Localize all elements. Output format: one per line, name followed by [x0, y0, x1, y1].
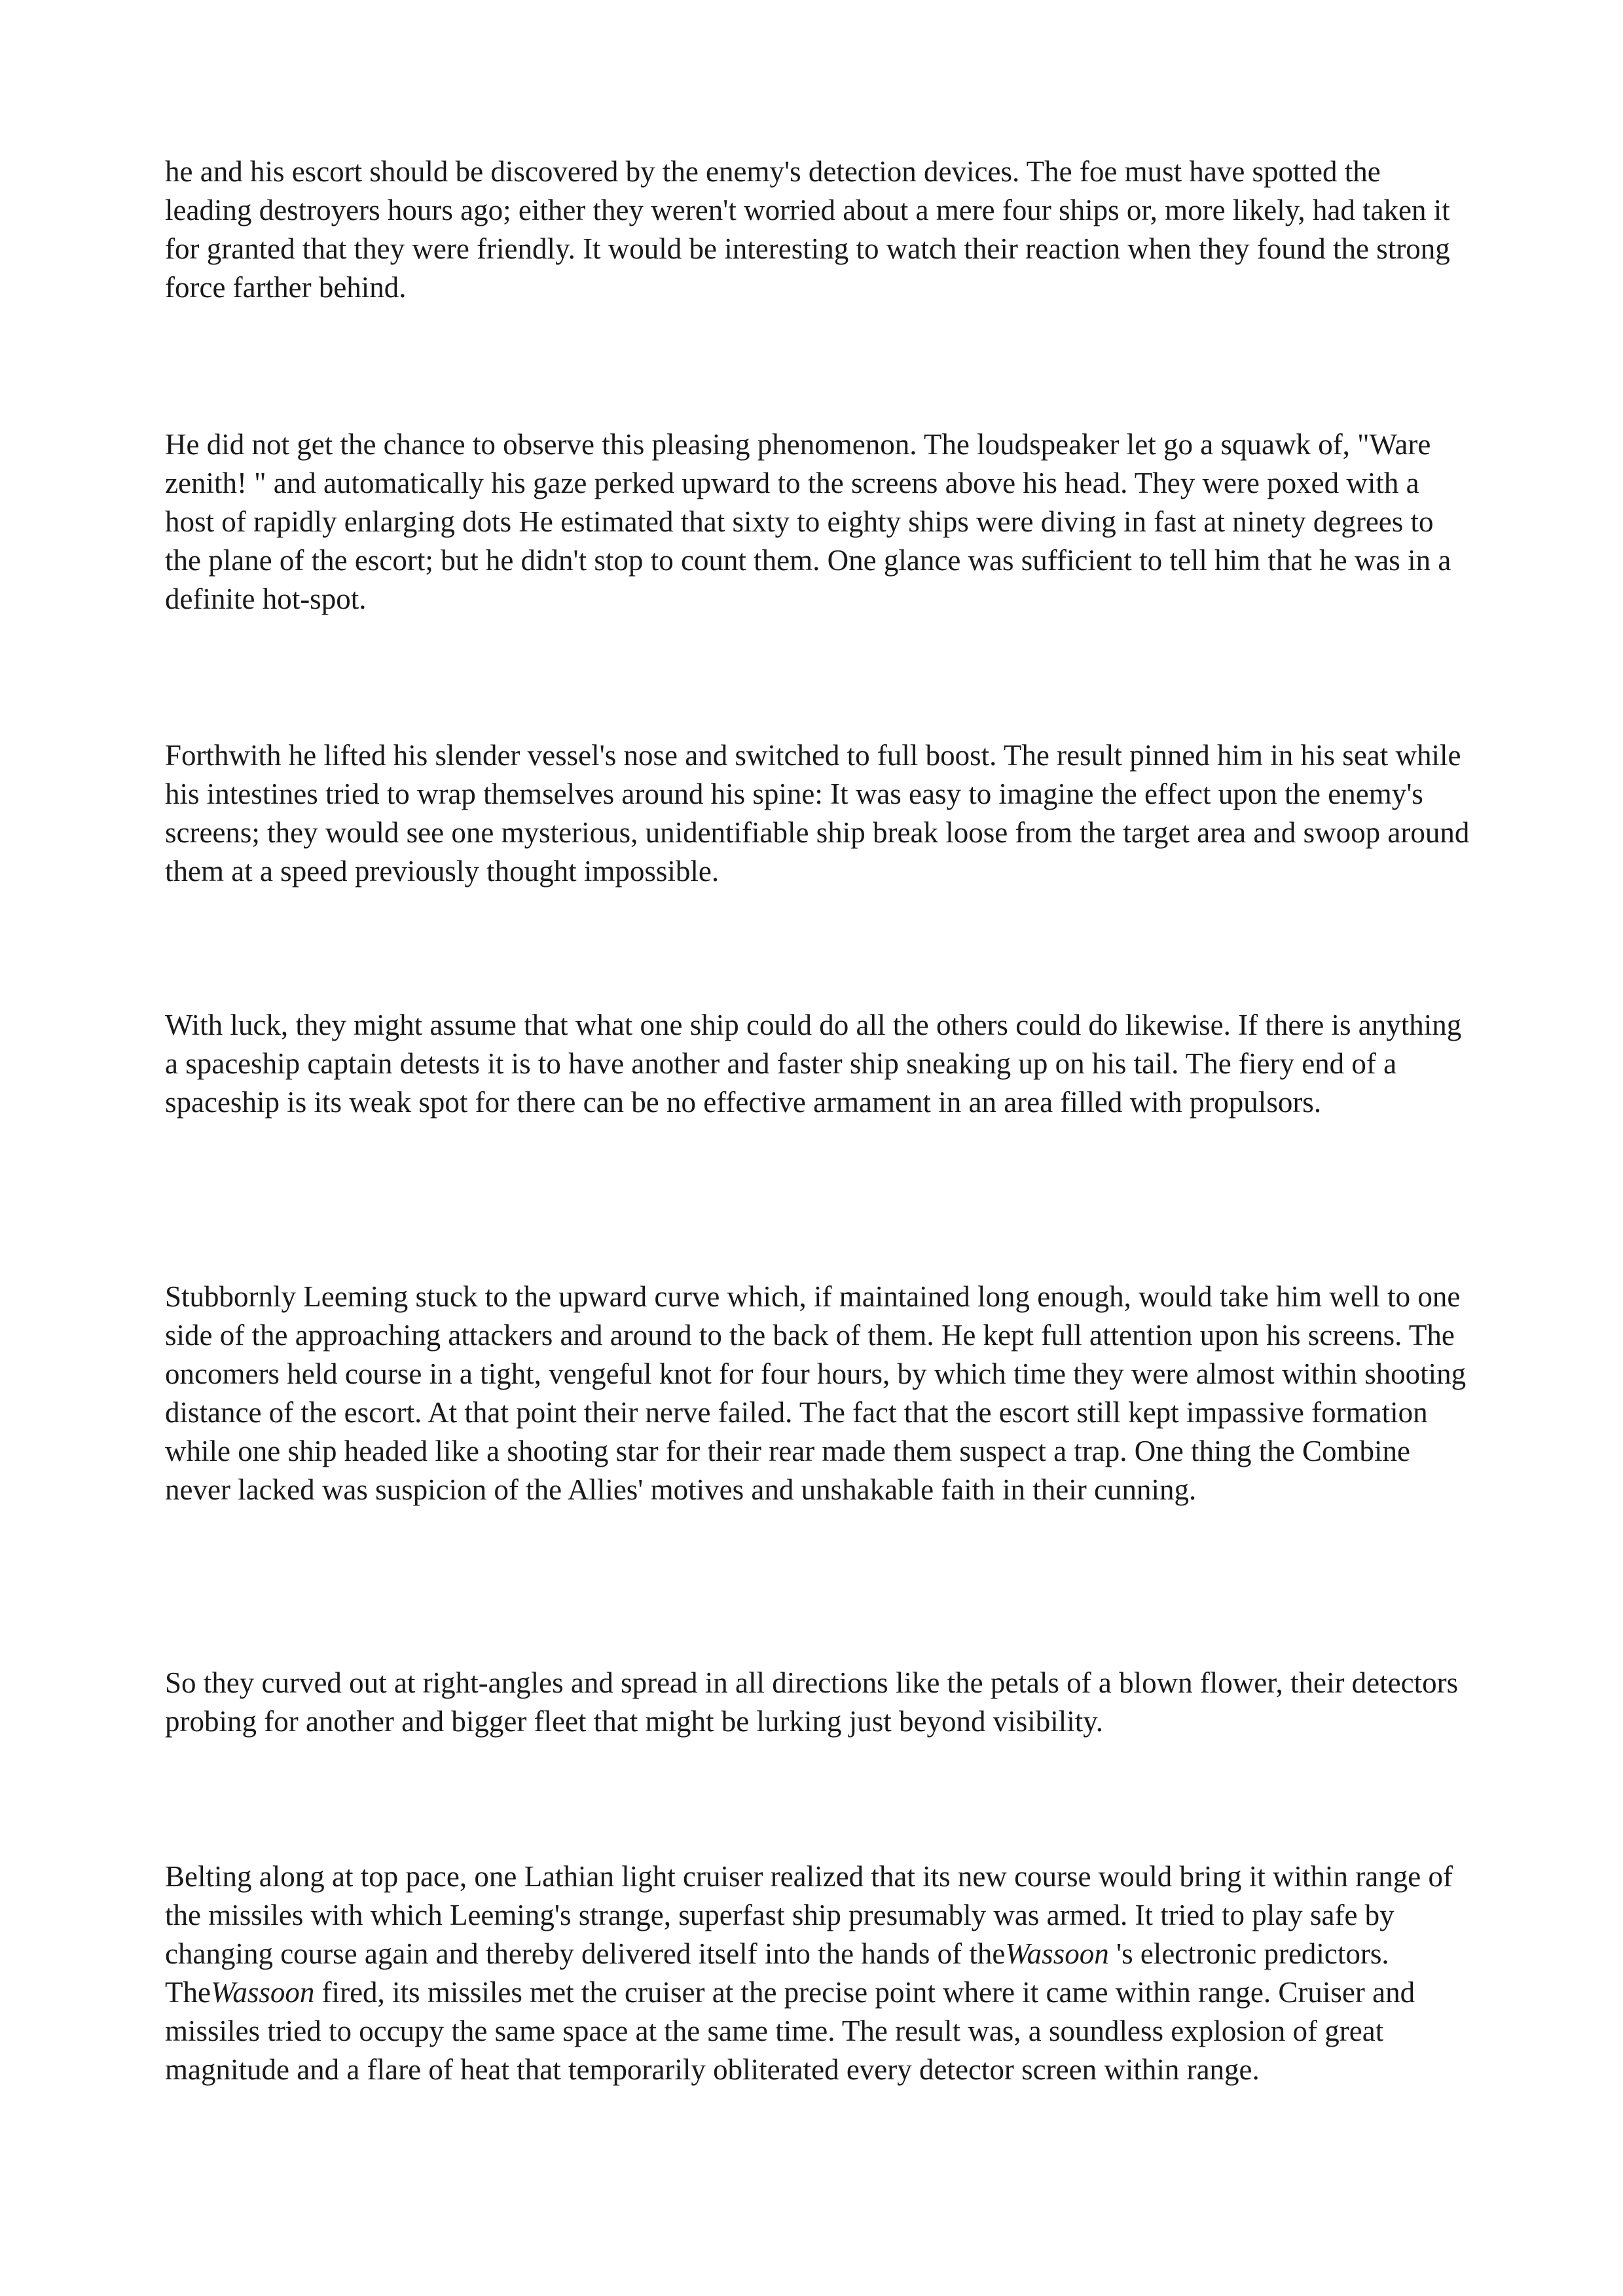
ship-name-italic: Wassoon: [210, 1976, 315, 2009]
paragraph-text: Belting along at top pace, one Lathian light cruiser realized that its new course would bring it within range of the missiles with which Leeming's strange, superfast ship presumably was armed. It tried to play safe by changing course again and thereby delivered itself into the hands of the: [165, 1860, 1453, 1970]
paragraph-6: [165, 1664, 1474, 1741]
paragraph-4: [165, 1006, 1474, 1122]
paragraph-text: Forthwith he lifted his slender vessel's nose and switched to full boost. The result pinned him in his seat while his intestines tried to wrap themselves around his spine: It was easy to imagine the effect upon the enemy's screens; they would see one mysterious, unidentifiable ship break loose from the target area and swoop around them at a speed previously thought impossible.: [165, 739, 1470, 888]
ship-name-italic: Wassoon: [1005, 1937, 1109, 1970]
paragraph-7: [165, 1857, 1474, 2089]
paragraph-text: With luck, they might assume that what one ship could do all the others could do likewise. If there is anything a spaceship captain detests it is to have another and faster ship sneaking up on his tail. The fiery end of a spaceship is its weak spot for there can be no effective armament in an area filled with propulsors.: [165, 1009, 1462, 1119]
paragraph-5: [165, 1278, 1474, 1509]
paragraph-3: [165, 736, 1474, 891]
paragraph-2: [165, 425, 1474, 619]
paragraph-text: So they curved out at right-angles and spread in all directions like the petals of a blown flower, their detectors probing for another and bigger fleet that might be lurking just beyond visibility.: [165, 1666, 1459, 1738]
paragraph-text: fired, its missiles met the cruiser at the precise point where it came within range. Cruiser and missiles tried to occupy the same space at the same time. The result was, a soundless explosion of great magnitude and a flare of heat that temporarily obliterated every detector screen within range.: [165, 1976, 1415, 2086]
paragraph-text: He did not get the chance to observe this pleasing phenomenon. The loudspeaker let go a squawk of, "Ware zenith! " and automatically his gaze perked upward to the screens above his head. They were poxed with a host of rapidly enlarging dots He estimated that sixty to eighty ships were diving in fast at ninety degrees to the plane of the escort; but he didn't stop to count them. One glance was sufficient to tell him that he was in a definite hot-spot.: [165, 428, 1451, 615]
paragraph-text: Stubbornly Leeming stuck to the upward curve which, if maintained long enough, would take him well to one side of the approaching attackers and around to the back of them. He kept full attention upon his screens. The oncomers held course in a tight, vengeful knot for four hours, by which time they were almost within shooting distance of the escort. At that point their nerve failed. The fact that the escort still kept impassive formation while one ship headed like a shooting star for their rear made them suspect a trap. One thing the Combine never lacked was suspicion of the Allies' motives and unshakable faith in their cunning.: [165, 1280, 1467, 1506]
paragraph-text: 's electronic predictors. The: [165, 1937, 1389, 2009]
paragraph-1: [165, 152, 1474, 307]
paragraph-text: he and his escort should be discovered by the enemy's detection devices. The foe must have spotted the leading destroyers hours ago; either they weren't worried about a mere four ships or, more likely, had taken it for granted that they were friendly. It would be interesting to watch their reaction when they found the strong force farther behind.: [165, 155, 1450, 304]
